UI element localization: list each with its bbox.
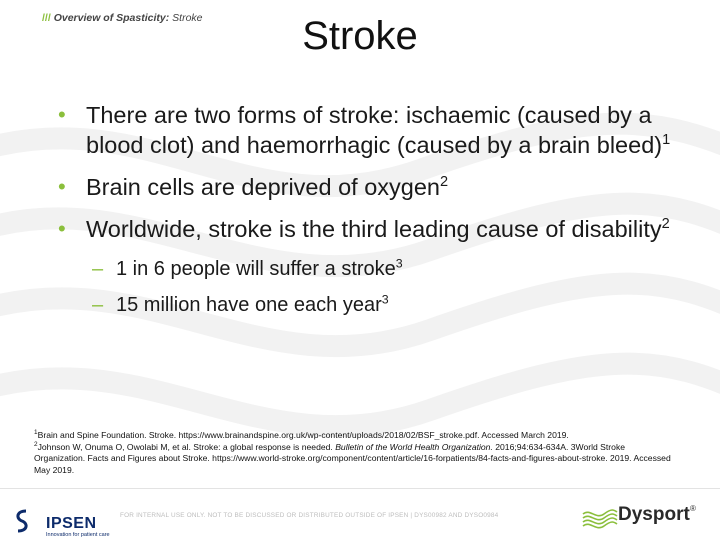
reference-marker: 1: [662, 132, 671, 149]
reference-marker: 3: [395, 256, 403, 271]
bullet-item: [58, 172, 678, 202]
dash-icon: –: [92, 258, 104, 280]
breadcrumb-slashes: ///: [42, 12, 51, 24]
reference-1: [34, 430, 674, 442]
bullet-dot-icon: •: [58, 216, 66, 241]
reference-text: Brain and Spine Foundation. Stroke. https://www.brainandspine.org.uk/wp-content/uploads/2018/02/BSF_stroke.pdf. Accessed March 2019.: [37, 430, 569, 440]
bullet-dot-icon: •: [58, 174, 66, 199]
footer: [0, 492, 720, 540]
reference-marker: 2: [440, 174, 449, 191]
reference-text-continued: 2016;94:634-634A. 3World Stroke Organization. Facts and Figures about Stroke. https://www.world-stroke.org/component/content/article/16-forpatients/84-facts-and-figures-about-stroke. 2019. Accessed May 2019.: [34, 441, 671, 475]
reference-marker: 3: [381, 292, 389, 307]
references: [34, 430, 674, 476]
bullet-item: [58, 100, 678, 160]
dysport-wave-icon: [582, 506, 618, 530]
ipsen-logo: [14, 504, 110, 538]
ipsen-tagline: Innovation for patient care: [46, 532, 110, 538]
registered-mark: ®: [690, 504, 696, 513]
sub-bullet-text: 1 in 6 people will suffer a stroke: [116, 258, 396, 280]
bullet-list: [58, 100, 678, 328]
reference-2: [34, 442, 674, 477]
dysport-logo: [582, 502, 702, 530]
reference-number: 2: [34, 440, 38, 448]
slide-title: Stroke: [302, 14, 418, 58]
bullet-item: [58, 214, 678, 244]
breadcrumb-topic: Stroke: [172, 12, 203, 24]
sub-bullet-text: 15 million have one each year: [116, 294, 382, 316]
reference-marker: 2: [661, 216, 670, 233]
bullet-text: There are two forms of stroke: ischaemic (caused by a blood clot) and haemorrhagic (caused by a brain bleed): [86, 102, 663, 158]
confidentiality-note: FOR INTERNAL USE ONLY. NOT TO BE DISCUSSED OR DISTRIBUTED OUTSIDE OF IPSEN | DYS00982 AND DYSO0984: [120, 512, 499, 519]
bullet-text: Brain cells are deprived of oxygen: [86, 174, 441, 200]
footer-divider: [0, 488, 720, 489]
breadcrumb-section: Overview of Spasticity:: [53, 12, 170, 24]
dash-icon: –: [92, 294, 104, 316]
ipsen-wordmark: IPSEN: [46, 515, 97, 532]
ipsen-swirl-icon: [14, 508, 30, 534]
dysport-wordmark: Dysport: [618, 504, 690, 525]
reference-journal: Bulletin of the World Health Organization.: [335, 441, 493, 452]
bullet-text: Worldwide, stroke is the third leading cause of disability: [86, 216, 662, 242]
bullet-dot-icon: •: [58, 102, 66, 127]
reference-text: Johnson W, Onuma O, Owolabi M, et al. Stroke: a global response is needed.: [37, 441, 336, 452]
reference-number: 1: [34, 429, 38, 437]
sub-bullet-item: [58, 256, 678, 282]
sub-bullet-item: [58, 292, 678, 318]
